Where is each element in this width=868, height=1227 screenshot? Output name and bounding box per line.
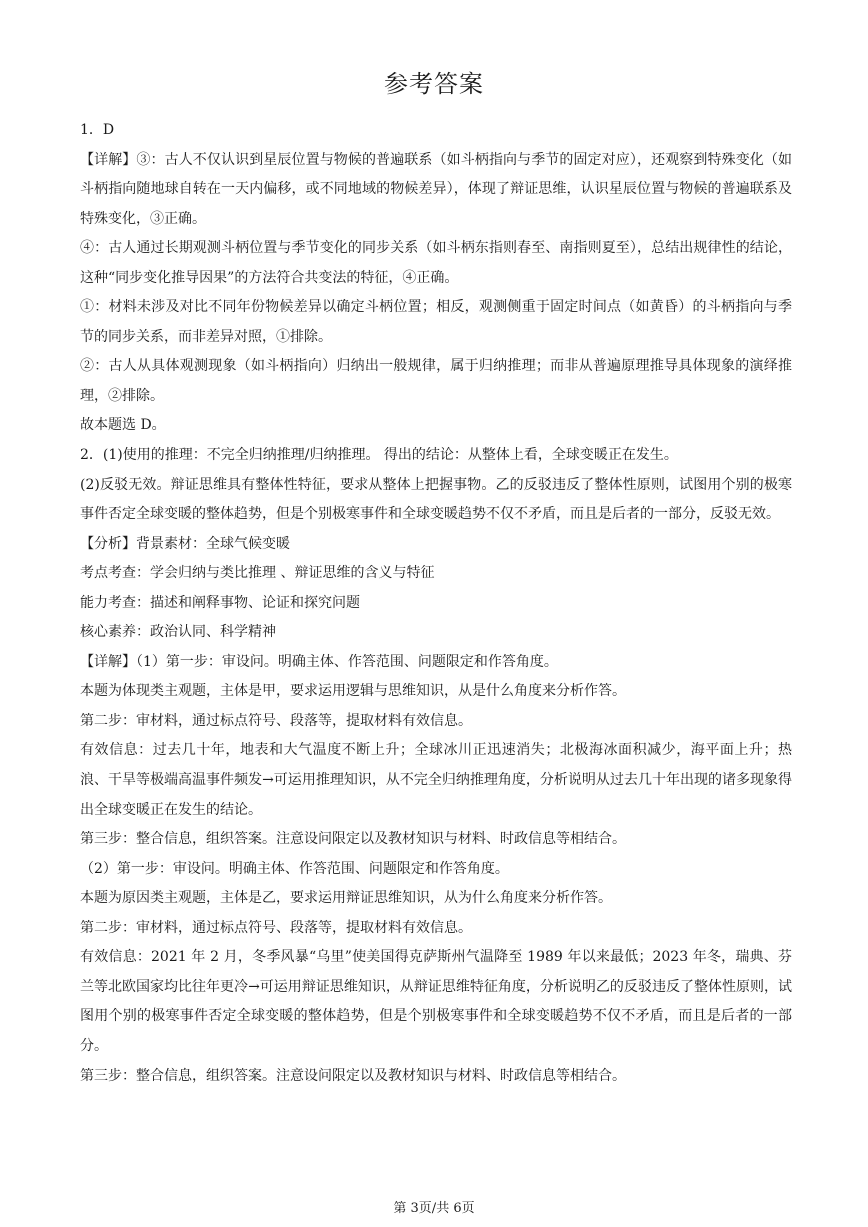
paragraph: 有效信息：过去几十年，地表和大气温度不断上升；全球冰川正迅速消失；北极海冰面积减少，海平面上升；热浪、干旱等极端高温事件频发→可运用推理知识，从不完全归纳推理角度，分析说明从过去几十年出现的诸多现象得出全球变暖正在发生的结论。 (80, 742, 792, 818)
paragraph: 第三步：整合信息，组织答案。注意设问限定以及教材知识与材料、时政信息等相结合。 (80, 1067, 626, 1084)
paragraph: ④：古人通过长期观测斗柄位置与季节变化的同步关系（如斗柄东指则春至、南指则夏至），总结出规律性的结论，这种“同步变化推导因果”的方法符合共变法的特征，④正确。 (80, 240, 792, 286)
page-number: 第 3页/共 6页 (393, 1201, 475, 1216)
answer-body (80, 116, 792, 1091)
paragraph: ①：材料未涉及对比不同年份物候差异以确定斗柄位置；相反，观测侧重于固定时间点（如黄昏）的斗柄指向与季节的同步关系，而非差异对照，①排除。 (80, 299, 792, 345)
paragraph: 核心素养：政治认同、科学精神 (80, 624, 276, 641)
paragraph: 第二步：审材料，通过标点符号、段落等，提取材料有效信息。 (80, 919, 472, 936)
paragraph: 2．(1)使用的推理：不完全归纳推理/归纳推理。 得出的结论：从整体上看，全球变暖正在发生。 (80, 447, 678, 464)
paragraph: 【详解】③：古人不仅认识到星辰位置与物候的普遍联系（如斗柄指向与季节的固定对应），还观察到特殊变化（如斗柄指向随地球自转在一天内偏移，或不同地域的物候差异），体现了辩证思维，认识星辰位置与物候的普遍联系及特殊变化，③正确。 (80, 151, 792, 227)
paragraph: 能力考查：描述和阐释事物、论证和探究问题 (80, 594, 360, 611)
paragraph: 【分析】背景素材：全球气候变暖 (80, 535, 290, 552)
paragraph: 本题为原因类主观题，主体是乙，要求运用辩证思维知识，从为什么角度来分析作答。 (80, 890, 612, 907)
paragraph: ②：古人从具体观测现象（如斗柄指向）归纳出一般规律，属于归纳推理；而非从普遍原理推导具体现象的演绎推理，②排除。 (80, 358, 792, 404)
paragraph: (2)反驳无效。辩证思维具有整体性特征，要求从整体上把握事物。乙的反驳违反了整体性原则，试图用个别的极寒事件否定全球变暖的整体趋势，但是个别极寒事件和全球变暖趋势不仅不矛盾，而且是后者的一部分，反驳无效。 (80, 476, 792, 523)
paragraph: 本题为体现类主观题，主体是甲，要求运用逻辑与思维知识，从是什么角度来分析作答。 (80, 683, 626, 700)
paragraph: 考点考查：学会归纳与类比推理 、辩证思维的含义与特征 (80, 565, 435, 582)
paragraph: 【详解】（1）第一步：审设问。明确主体、作答范围、问题限定和作答角度。 (80, 653, 558, 670)
paragraph: 第二步：审材料，通过标点符号、段落等，提取材料有效信息。 (80, 712, 472, 729)
paragraph: （2）第一步：审设问。明确主体、作答范围、问题限定和作答角度。 (80, 860, 509, 877)
paragraph: 1．D (80, 122, 115, 138)
paragraph: 第三步：整合信息，组织答案。注意设问限定以及教材知识与材料、时政信息等相结合。 (80, 831, 626, 848)
page-title: 参考答案 (384, 70, 484, 98)
paragraph: 故本题选 D。 (80, 417, 166, 434)
paragraph: 有效信息：2021 年 2 月，冬季风暴“乌里”使美国得克萨斯州气温降至 1989 年以来最低；2023 年冬，瑞典、芬兰等北欧国家均比往年更冷→可运用辩证思维知识，从辩证思维特征角度，分析说明乙的反驳违反了整体性原则，试图用个别的极寒事件否定全球变暖的整体趋势，但是个别极寒事件和全球变暖趋势不仅不矛盾，而且是后者的一部分。 (80, 949, 792, 1054)
